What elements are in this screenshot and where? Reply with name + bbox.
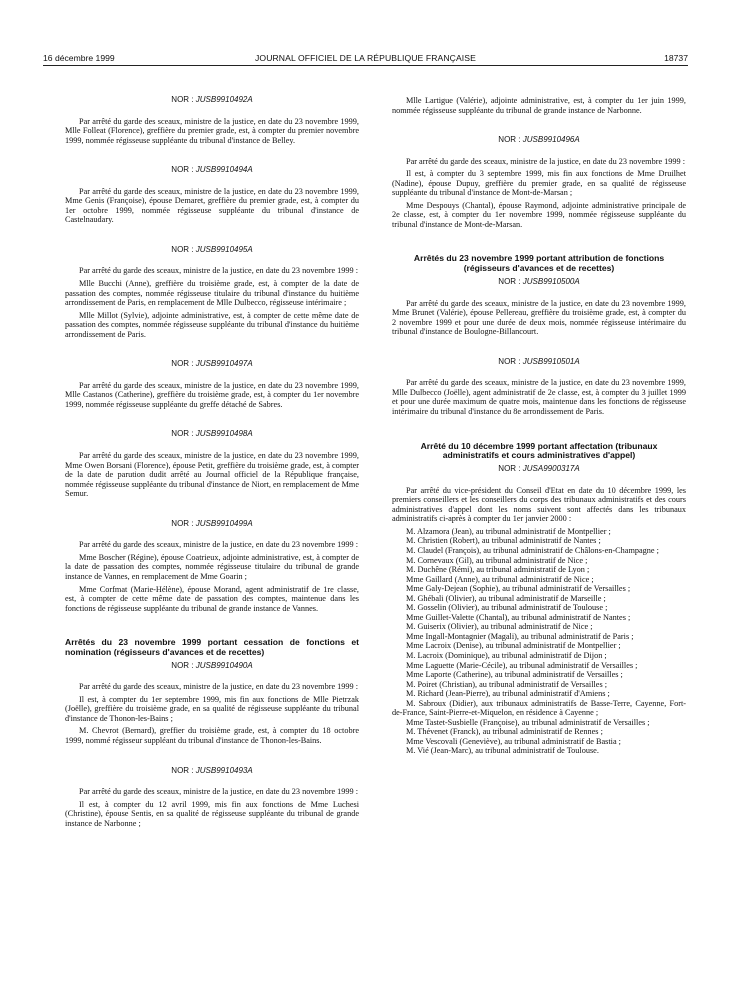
decree-paragraph: M. Chevrot (Bernard), greffier du troisième grade, est, à compter du 18 octobre 1999, nommé régisseur suppléant du tribunal d'instance de Thonon-les-Bains.	[65, 726, 359, 746]
list-item: M. Duchêne (Rémi), au tribunal administratif de Lyon ;	[406, 565, 590, 575]
decree-paragraph: Par arrêté du vice-président du Conseil d'Etat en date du 10 décembre 1999, les premiers conseillers et les conseillers du corps des tribunaux administratifs et des cours administratives d'appel dont les noms suivent sont affectés dans les tribunaux administratifs ci-après à compter du 1er janvier 2000 :	[392, 485, 686, 524]
nor-label: NOR :	[171, 359, 194, 369]
decree-paragraph: Mlle Lartigue (Valérie), adjointe administrative, est, à compter du 1er juin 1999, nommée régisseuse suppléante du tribunal de grande instance de Narbonne.	[392, 96, 686, 115]
decree-paragraph: Par arrêté du garde des sceaux, ministre de la justice, en date du 23 novembre 1999, Mlle Dulbecco (Joëlle), agent administratif de 2e classe, est, à compter du 3 juillet 1999 et pour une durée maximum de quatre mois, maintenue dans les fonctions de régisseuse intérimaire du tribunal d'instance du 8e arrondissement de Paris.	[392, 378, 686, 416]
nor-label: NOR :	[171, 518, 194, 528]
header-date: 16 décembre 1999	[43, 53, 115, 63]
list-item: M. Christien (Robert), au tribunal administratif de Nantes ;	[406, 536, 601, 546]
list-item: M. Guiserix (Olivier), au tribunal administratif de Nice ;	[406, 622, 593, 632]
nor-code: JUSB9910500A	[522, 277, 580, 287]
section-heading: Arrêtés du 23 novembre 1999 portant attribution de fonctions (régisseurs d'avances et de recettes)	[413, 253, 665, 274]
decree-section	[392, 442, 686, 756]
decree-paragraph: Par arrêté du garde des sceaux, ministre de la justice, en date du 23 novembre 1999, Mme Genis (Françoise), épouse Demaret, greffière du premier grade, est, à compter du 1er octobre 1999, nommée régisseuse suppléante du tribunal d'instance de Castelnaudary.	[65, 186, 359, 225]
decree-paragraph: Il est, à compter du 1er septembre 1999, mis fin aux fonctions de Mlle Pietrzak (Joëlle), greffière du troisième grade, en sa qualité de régisseuse suppléante du tribunal d'instance de Thonon-les-Bains ;	[65, 694, 359, 723]
nor-code: JUSB9910497A	[195, 359, 253, 369]
nor-label: NOR :	[498, 356, 521, 366]
list-item: Mme Ingall-Montagnier (Magali), au tribunal administratif de Paris ;	[406, 631, 634, 641]
decree-paragraph: Par arrêté du garde des sceaux, ministre de la justice, en date du 23 novembre 1999 :	[406, 156, 686, 166]
nor-reference	[65, 519, 359, 529]
nor-code: JUSB9910496A	[522, 135, 580, 145]
list-item: M. Cornevaux (Gil), au tribunal administratif de Nice ;	[406, 555, 588, 565]
nor-reference	[392, 135, 686, 145]
decree-section	[65, 245, 359, 339]
nor-code: JUSB9910495A	[195, 244, 253, 254]
decree-paragraph: Par arrêté du garde des sceaux, ministre de la justice, en date du 23 novembre 1999 :	[79, 540, 359, 550]
decree-section	[65, 638, 359, 745]
nor-reference	[392, 464, 686, 474]
page-header	[43, 53, 688, 65]
nor-code: JUSB9910501A	[522, 356, 580, 366]
right-column	[392, 96, 686, 756]
decree-paragraph: Par arrêté du garde des sceaux, ministre de la justice, en date du 23 novembre 1999 :	[79, 682, 359, 692]
assignment-list	[392, 527, 686, 756]
nor-code: JUSA9900317A	[522, 464, 580, 474]
list-item: M. Thévenet (Franck), au tribunal administratif de Rennes ;	[406, 727, 603, 737]
journal-title: JOURNAL OFFICIEL DE LA RÉPUBLIQUE FRANÇAISE	[255, 53, 476, 63]
list-item: Mme Guillet-Valette (Chantal), au tribunal administratif de Nantes ;	[406, 612, 631, 622]
list-item: M. Gosselin (Olivier), au tribunal administratif de Toulouse ;	[406, 603, 608, 613]
nor-reference	[65, 245, 359, 255]
list-item: M. Alzamora (Jean), au tribunal administratif de Montpellier ;	[406, 526, 611, 536]
list-item: M. Claudel (François), au tribunal administratif de Châlons-en-Champagne ;	[406, 545, 659, 555]
decree-paragraph: Mme Corfmat (Marie-Hélène), épouse Morand, agent administratif de 1re classe, est, à compter de cette même date de passation des comptes, maintenue dans les fonctions de régisseuse suppléante du tribunal de grande instance de Vannes.	[65, 584, 359, 613]
list-item: Mme Vescovali (Geneviève), au tribunal administratif de Bastia ;	[406, 736, 621, 746]
decree-paragraph: Il est, à compter du 3 septembre 1999, mis fin aux fonctions de Mme Druilhet (Nadine), épouse Dupuy, greffière du premier grade, en sa qualité de régisseuse suppléante du tribunal d'instance de Mont-de-Marsan ;	[392, 169, 686, 198]
decree-paragraph: Par arrêté du garde des sceaux, ministre de la justice, en date du 23 novembre 1999, Mlle Castanos (Catherine), greffière du troisième grade, est, à compter du 1er novembre 1999, nommée régisseuse suppléante du greffe détaché de Sabres.	[65, 380, 359, 409]
nor-reference	[65, 661, 359, 671]
list-item: M. Poiret (Christian), au tribunal administratif de Versailles ;	[406, 679, 608, 689]
decree-paragraph: Par arrêté du garde des sceaux, ministre de la justice, en date du 23 novembre 1999 :	[79, 787, 359, 797]
nor-code: JUSB9910499A	[195, 518, 253, 528]
nor-label: NOR :	[171, 429, 194, 439]
decree-paragraph: Il est, à compter du 12 avril 1999, mis fin aux fonctions de Mme Luchesi (Christine), épouse Sentis, en sa qualité de régisseuse suppléante du tribunal de grande instance de Narbonne ;	[65, 799, 359, 828]
decree-section	[65, 429, 359, 498]
decree-section	[65, 766, 359, 829]
nor-label: NOR :	[498, 277, 521, 287]
decree-section	[392, 135, 686, 229]
nor-reference	[65, 359, 359, 369]
decree-paragraph: Par arrêté du garde des sceaux, ministre de la justice, en date du 23 novembre 1999, Mme Owen Borsani (Florence), épouse Petit, greffière du troisième grade, est, à compter de la date de parution dudit arrêté au Journal officiel de la République française, nommée régisseuse suppléante du tribunal d'instance de Niort, en remplacement de Mme Semur.	[65, 451, 359, 499]
nor-code: JUSB9910492A	[195, 95, 253, 104]
nor-label: NOR :	[498, 464, 521, 474]
nor-label: NOR :	[171, 244, 194, 254]
list-item: Mme Lacroix (Denise), au tribunal administratif de Montpellier ;	[406, 641, 621, 651]
decree-paragraph: Par arrêté du garde des sceaux, ministre de la justice, en date du 23 novembre 1999, Mlle Folleat (Florence), greffière du premier grade, est, à compter du premier novembre 1999, nommée régisseuse suppléante du tribunal d'instance de Belley.	[65, 116, 359, 145]
nor-reference	[65, 95, 359, 105]
decree-paragraph: Mlle Bucchi (Anne), greffière du troisième grade, est, à compter de la date de passation des comptes, nommée régisseuse titulaire du tribunal d'instance du huitième arrondissement de Paris, en remplacement de Mlle Dulbecco, régisseuse intérimaire ;	[65, 279, 359, 308]
nor-reference	[392, 277, 686, 287]
nor-code: JUSB9910498A	[195, 429, 253, 439]
nor-code: JUSB9910490A	[195, 660, 253, 670]
list-item: M. Richard (Jean-Pierre), au tribunal administratif d'Amiens ;	[406, 689, 610, 699]
left-column	[65, 95, 359, 831]
decree-paragraph: Mlle Millot (Sylvie), adjointe administrative, est, à compter de cette même date de passation des comptes, nommée régisseuse suppléante du tribunal d'instance du huitième arrondissement de Paris.	[65, 310, 359, 339]
nor-label: NOR :	[171, 660, 194, 670]
decree-continuation	[392, 96, 686, 115]
list-item: M. Vié (Jean-Marc), au tribunal administratif de Toulouse.	[406, 746, 599, 756]
header-rule	[43, 65, 688, 66]
decree-section	[65, 165, 359, 225]
list-item: Mme Gaillard (Anne), au tribunal administratif de Nice ;	[406, 574, 594, 584]
list-item: Mme Laporte (Catherine), au tribunal administratif de Versailles ;	[406, 670, 623, 680]
decree-section	[392, 357, 686, 417]
nor-label: NOR :	[171, 95, 194, 104]
nor-reference	[65, 165, 359, 175]
page-number: 18737	[664, 53, 688, 63]
nor-reference	[65, 766, 359, 776]
list-item: M. Ghébali (Olivier), au tribunal administratif de Marseille ;	[406, 593, 606, 603]
nor-code: JUSB9910493A	[195, 765, 253, 775]
list-item: Mme Tastet-Susbielle (Françoise), au tribunal administratif de Versailles ;	[406, 717, 650, 727]
section-heading: Arrêté du 10 décembre 1999 portant affectation (tribunaux administratifs et cours administratives d'appel)	[420, 440, 658, 461]
decree-paragraph: Par arrêté du garde des sceaux, ministre de la justice, en date du 23 novembre 1999, Mme Brunet (Valérie), épouse Pellereau, greffière du troisième grade, est, à compter du 2 novembre 1999 et pour une durée de deux mois, nommée régisseuse intérimaire du tribunal d'instance de Boulogne-Billancourt.	[392, 298, 686, 337]
nor-label: NOR :	[171, 765, 194, 775]
list-item: M. Lacroix (Dominique), au tribunal administratif de Dijon ;	[406, 650, 607, 660]
nor-label: NOR :	[498, 135, 521, 145]
nor-code: JUSB9910494A	[195, 165, 253, 175]
decree-section	[65, 519, 359, 613]
nor-label: NOR :	[171, 165, 194, 175]
decree-section	[65, 95, 359, 145]
nor-reference	[392, 357, 686, 367]
decree-section	[65, 359, 359, 409]
section-heading: Arrêtés du 23 novembre 1999 portant cessation de fonctions et nomination (régisseurs d'avances et de recettes)	[65, 637, 359, 657]
decree-paragraph: Mme Boscher (Régine), épouse Coatrieux, adjointe administrative, est, à compter de la date de passation des comptes, nommée régisseuse titulaire du tribunal de grande instance de Vannes, en remplacement de Mme Goarin ;	[65, 552, 359, 581]
list-item: M. Sabroux (Didier), aux tribunaux administratifs de Basse-Terre, Cayenne, Fort-de-France, Saint-Pierre-et-Miquelon, en résidence à Cayenne ;	[392, 698, 686, 718]
list-item: Mme Laguette (Marie-Cécile), au tribunal administratif de Versailles ;	[406, 660, 638, 670]
list-item: Mme Galy-Dejean (Sophie), au tribunal administratif de Versailles ;	[406, 584, 631, 594]
decree-section	[392, 254, 686, 336]
decree-paragraph: Mme Despouys (Chantal), épouse Raymond, adjointe administrative principale de 2e classe, est, à compter du 1er novembre 1999, nommée régisseuse suppléante du tribunal d'instance de Mont-de-Marsan.	[392, 200, 686, 229]
nor-reference	[65, 429, 359, 439]
decree-paragraph: Par arrêté du garde des sceaux, ministre de la justice, en date du 23 novembre 1999 :	[79, 266, 359, 276]
